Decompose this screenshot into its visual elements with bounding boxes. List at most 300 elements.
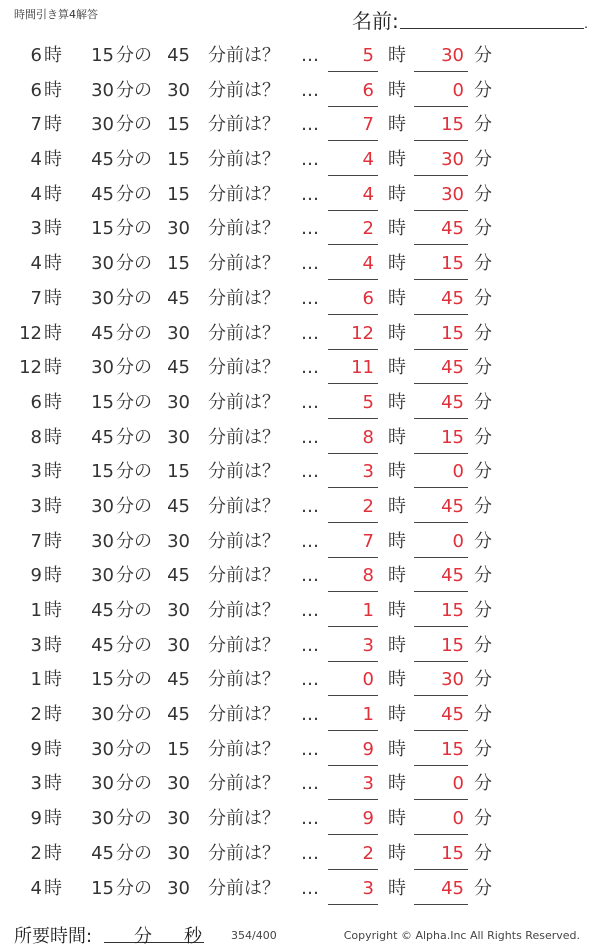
answer-hour: 7: [328, 114, 378, 141]
answer-hour-unit: 時: [388, 842, 406, 864]
hour-unit: 時: [44, 808, 62, 830]
subtract-minutes: 30: [167, 808, 190, 830]
answer-minute: 0: [414, 80, 468, 107]
hour-unit: 時: [44, 149, 62, 171]
answer-minute: 30: [414, 669, 468, 696]
answer-minute: 0: [414, 531, 468, 558]
required-time-minutes-label: 分: [134, 926, 152, 947]
answer-hour-unit: 時: [388, 183, 406, 205]
min-before-label: 分前は？: [208, 877, 280, 899]
required-time-seconds-label: 秒: [184, 926, 202, 947]
answer-hour-unit: 時: [388, 287, 406, 309]
subtract-minutes: 45: [167, 669, 190, 691]
hour-unit: 時: [44, 634, 62, 656]
answer-minute-unit: 分: [474, 114, 492, 136]
answer-minute-unit: 分: [474, 704, 492, 726]
answer-hour: 1: [328, 600, 378, 627]
min-of-label: 分の: [116, 218, 152, 240]
ellipsis: …: [301, 634, 319, 656]
problem-row: [0, 317, 600, 352]
problem-minute: 30: [91, 704, 114, 726]
problem-row: [0, 525, 600, 560]
min-before-label: 分前は？: [208, 183, 280, 205]
problem-hour: 12: [19, 357, 42, 379]
problem-minute: 45: [91, 600, 114, 621]
min-of-label: 分の: [116, 565, 152, 587]
problem-row: [0, 178, 600, 213]
min-of-label: 分の: [116, 79, 152, 101]
problem-minute: 45: [91, 842, 114, 864]
min-before-label: 分前は？: [208, 253, 280, 275]
answer-minute: 0: [414, 773, 468, 800]
problem-row: [0, 108, 600, 143]
min-before-label: 分前は？: [208, 45, 280, 66]
hour-unit: 時: [44, 842, 62, 864]
problem-minute: 15: [91, 877, 114, 899]
ellipsis: …: [301, 45, 319, 66]
subtract-minutes: 30: [167, 842, 190, 864]
answer-hour: 7: [328, 531, 378, 558]
ellipsis: …: [301, 842, 319, 864]
answer-minute: 0: [414, 461, 468, 488]
answer-hour: 5: [328, 392, 378, 419]
answer-hour-unit: 時: [388, 461, 406, 483]
subtract-minutes: 45: [167, 45, 190, 66]
min-of-label: 分の: [116, 287, 152, 309]
answer-minute-unit: 分: [474, 495, 492, 517]
required-time-label: 所要時間:: [14, 926, 93, 947]
problem-row: [0, 629, 600, 664]
problem-hour: 2: [30, 842, 42, 864]
answer-hour: 11: [328, 357, 378, 384]
min-of-label: 分の: [116, 322, 152, 344]
problem-row: [0, 351, 600, 386]
answer-hour-unit: 時: [388, 530, 406, 552]
problem-hour: 3: [30, 495, 42, 517]
problem-hour: 8: [30, 426, 42, 448]
problem-row: [0, 733, 600, 768]
answer-hour-unit: 時: [388, 600, 406, 621]
ellipsis: …: [301, 773, 319, 795]
answer-minute-unit: 分: [474, 426, 492, 448]
problem-hour: 9: [30, 565, 42, 587]
answer-hour: 8: [328, 427, 378, 454]
subtract-minutes: 30: [167, 600, 190, 621]
hour-unit: 時: [44, 704, 62, 726]
answer-minute-unit: 分: [474, 253, 492, 275]
problem-hour: 3: [30, 773, 42, 795]
problem-minute: 15: [91, 45, 114, 66]
answer-minute-unit: 分: [474, 634, 492, 656]
answer-hour-unit: 時: [388, 218, 406, 240]
problem-row: [0, 421, 600, 456]
problem-minute: 30: [91, 565, 114, 587]
answer-hour-unit: 時: [388, 565, 406, 587]
min-of-label: 分の: [116, 357, 152, 379]
answer-minute: 30: [414, 45, 468, 72]
ellipsis: …: [301, 877, 319, 899]
problem-hour: 6: [30, 45, 42, 66]
min-before-label: 分前は？: [208, 79, 280, 101]
answer-hour: 2: [328, 218, 378, 245]
min-of-label: 分の: [116, 842, 152, 864]
answer-minute: 0: [414, 808, 468, 835]
ellipsis: …: [301, 461, 319, 483]
min-before-label: 分前は？: [208, 218, 280, 240]
answer-hour-unit: 時: [388, 253, 406, 275]
hour-unit: 時: [44, 45, 62, 66]
problem-hour: 3: [30, 461, 42, 483]
answer-hour: 3: [328, 773, 378, 800]
problem-row: [0, 872, 600, 907]
answer-hour-unit: 時: [388, 357, 406, 379]
ellipsis: …: [301, 253, 319, 275]
problem-minute: 45: [91, 183, 114, 205]
answer-hour-unit: 時: [388, 114, 406, 136]
problem-row: [0, 74, 600, 109]
problem-row: [0, 837, 600, 872]
min-before-label: 分前は？: [208, 842, 280, 864]
answer-hour-unit: 時: [388, 79, 406, 101]
min-before-label: 分前は？: [208, 669, 280, 691]
ellipsis: …: [301, 495, 319, 517]
subtract-minutes: 45: [167, 287, 190, 309]
problem-row: [0, 594, 600, 629]
problem-hour: 7: [30, 287, 42, 309]
page-title: 時間引き算4解答: [14, 8, 98, 21]
ellipsis: …: [301, 149, 319, 171]
answer-hour: 5: [328, 45, 378, 72]
problem-hour: 7: [30, 530, 42, 552]
problem-row: [0, 386, 600, 421]
min-before-label: 分前は？: [208, 495, 280, 517]
min-before-label: 分前は？: [208, 114, 280, 136]
footer: [0, 918, 600, 948]
answer-hour: 3: [328, 878, 378, 905]
problem-minute: 30: [91, 253, 114, 275]
problem-hour: 6: [30, 391, 42, 413]
name-underline: [400, 28, 584, 29]
answer-minute: 45: [414, 392, 468, 419]
problem-row: [0, 247, 600, 282]
answer-minute-unit: 分: [474, 842, 492, 864]
subtract-minutes: 30: [167, 773, 190, 795]
problem-hour: 9: [30, 808, 42, 830]
answer-minute: 15: [414, 843, 468, 870]
hour-unit: 時: [44, 218, 62, 240]
subtract-minutes: 45: [167, 704, 190, 726]
subtract-minutes: 45: [167, 357, 190, 379]
hour-unit: 時: [44, 738, 62, 760]
answer-minute-unit: 分: [474, 669, 492, 691]
problem-row: [0, 282, 600, 317]
ellipsis: …: [301, 738, 319, 760]
ellipsis: …: [301, 391, 319, 413]
answer-minute: 30: [414, 184, 468, 211]
subtract-minutes: 15: [167, 461, 190, 483]
answer-hour-unit: 時: [388, 808, 406, 830]
name-label: 名前:: [352, 9, 399, 33]
subtract-minutes: 30: [167, 391, 190, 413]
min-before-label: 分前は？: [208, 426, 280, 448]
answer-minute: 30: [414, 149, 468, 176]
answer-hour: 0: [328, 669, 378, 696]
problem-row: [0, 39, 600, 74]
hour-unit: 時: [44, 357, 62, 379]
problem-hour: 4: [30, 183, 42, 205]
problem-minute: 30: [91, 287, 114, 309]
problem-minute: 15: [91, 461, 114, 483]
answer-minute-unit: 分: [474, 322, 492, 344]
answer-hour: 9: [328, 808, 378, 835]
answer-hour: 1: [328, 704, 378, 731]
min-of-label: 分の: [116, 495, 152, 517]
min-before-label: 分前は？: [208, 808, 280, 830]
answer-hour: 9: [328, 739, 378, 766]
answer-hour: 4: [328, 149, 378, 176]
answer-minute-unit: 分: [474, 600, 492, 621]
problem-row: [0, 143, 600, 178]
min-before-label: 分前は？: [208, 391, 280, 413]
problem-minute: 30: [91, 738, 114, 760]
subtract-minutes: 30: [167, 79, 190, 101]
ellipsis: …: [301, 669, 319, 691]
subtract-minutes: 30: [167, 426, 190, 448]
answer-minute: 45: [414, 288, 468, 315]
hour-unit: 時: [44, 773, 62, 795]
problem-minute: 45: [91, 426, 114, 448]
answer-minute-unit: 分: [474, 808, 492, 830]
min-of-label: 分の: [116, 253, 152, 275]
answer-minute: 45: [414, 357, 468, 384]
ellipsis: …: [301, 600, 319, 621]
subtract-minutes: 30: [167, 218, 190, 240]
answer-minute-unit: 分: [474, 45, 492, 66]
ellipsis: …: [301, 79, 319, 101]
min-before-label: 分前は？: [208, 738, 280, 760]
problem-minute: 15: [91, 391, 114, 413]
answer-hour-unit: 時: [388, 322, 406, 344]
problem-hour: 12: [19, 322, 42, 344]
problem-minute: 15: [91, 218, 114, 240]
answer-hour-unit: 時: [388, 773, 406, 795]
answer-hour: 2: [328, 843, 378, 870]
hour-unit: 時: [44, 495, 62, 517]
problem-minute: 15: [91, 669, 114, 691]
name-field[interactable]: [352, 5, 592, 31]
min-of-label: 分の: [116, 808, 152, 830]
problem-hour: 2: [30, 704, 42, 726]
name-end-mark: .: [584, 17, 588, 31]
problem-row: [0, 767, 600, 802]
answer-minute-unit: 分: [474, 773, 492, 795]
problem-minute: 45: [91, 634, 114, 656]
problem-row: [0, 455, 600, 490]
min-before-label: 分前は？: [208, 600, 280, 621]
subtract-minutes: 15: [167, 149, 190, 171]
answer-hour: 4: [328, 184, 378, 211]
answer-hour-unit: 時: [388, 149, 406, 171]
min-before-label: 分前は？: [208, 704, 280, 726]
ellipsis: …: [301, 357, 319, 379]
subtract-minutes: 15: [167, 738, 190, 760]
subtract-minutes: 45: [167, 565, 190, 587]
answer-hour: 6: [328, 80, 378, 107]
subtract-minutes: 30: [167, 634, 190, 656]
subtract-minutes: 30: [167, 530, 190, 552]
answer-minute: 45: [414, 218, 468, 245]
hour-unit: 時: [44, 183, 62, 205]
problem-minute: 30: [91, 773, 114, 795]
answer-hour: 6: [328, 288, 378, 315]
problem-minute: 45: [91, 149, 114, 171]
answer-minute: 45: [414, 496, 468, 523]
min-of-label: 分の: [116, 183, 152, 205]
answer-minute-unit: 分: [474, 357, 492, 379]
answer-minute: 15: [414, 323, 468, 350]
problem-minute: 45: [91, 322, 114, 344]
ellipsis: …: [301, 530, 319, 552]
answer-hour-unit: 時: [388, 669, 406, 691]
problem-hour: 3: [30, 218, 42, 240]
ellipsis: …: [301, 287, 319, 309]
problem-list: [0, 39, 600, 906]
hour-unit: 時: [44, 461, 62, 483]
answer-hour-unit: 時: [388, 45, 406, 66]
hour-unit: 時: [44, 391, 62, 413]
min-of-label: 分の: [116, 530, 152, 552]
answer-hour-unit: 時: [388, 738, 406, 760]
ellipsis: …: [301, 114, 319, 136]
min-before-label: 分前は？: [208, 530, 280, 552]
problem-hour: 1: [30, 669, 42, 691]
answer-minute: 15: [414, 739, 468, 766]
problem-hour: 4: [30, 877, 42, 899]
answer-minute: 45: [414, 878, 468, 905]
min-before-label: 分前は？: [208, 461, 280, 483]
min-of-label: 分の: [116, 600, 152, 621]
min-of-label: 分の: [116, 391, 152, 413]
answer-minute: 15: [414, 635, 468, 662]
subtract-minutes: 30: [167, 877, 190, 899]
problem-row: [0, 490, 600, 525]
min-before-label: 分前は？: [208, 287, 280, 309]
ellipsis: …: [301, 426, 319, 448]
hour-unit: 時: [44, 426, 62, 448]
hour-unit: 時: [44, 877, 62, 899]
answer-minute-unit: 分: [474, 391, 492, 413]
subtract-minutes: 45: [167, 495, 190, 517]
answer-hour-unit: 時: [388, 426, 406, 448]
problem-row: [0, 698, 600, 733]
min-of-label: 分の: [116, 704, 152, 726]
page-number: 354/400: [231, 929, 277, 942]
answer-minute: 15: [414, 427, 468, 454]
min-of-label: 分の: [116, 738, 152, 760]
min-of-label: 分の: [116, 461, 152, 483]
problem-minute: 30: [91, 114, 114, 136]
min-before-label: 分前は？: [208, 773, 280, 795]
answer-minute-unit: 分: [474, 149, 492, 171]
problem-hour: 9: [30, 738, 42, 760]
answer-hour-unit: 時: [388, 877, 406, 899]
min-of-label: 分の: [116, 45, 152, 66]
hour-unit: 時: [44, 114, 62, 136]
problem-row: [0, 802, 600, 837]
hour-unit: 時: [44, 669, 62, 691]
problem-minute: 30: [91, 357, 114, 379]
hour-unit: 時: [44, 600, 62, 621]
min-of-label: 分の: [116, 426, 152, 448]
min-of-label: 分の: [116, 877, 152, 899]
subtract-minutes: 15: [167, 114, 190, 136]
problem-hour: 6: [30, 79, 42, 101]
ellipsis: …: [301, 565, 319, 587]
answer-hour: 3: [328, 635, 378, 662]
min-before-label: 分前は？: [208, 322, 280, 344]
problem-hour: 4: [30, 149, 42, 171]
problem-row: [0, 663, 600, 698]
hour-unit: 時: [44, 565, 62, 587]
answer-hour-unit: 時: [388, 634, 406, 656]
answer-minute: 15: [414, 600, 468, 627]
problem-hour: 4: [30, 253, 42, 275]
answer-minute-unit: 分: [474, 877, 492, 899]
answer-minute-unit: 分: [474, 738, 492, 760]
answer-minute: 15: [414, 253, 468, 280]
problem-row: [0, 212, 600, 247]
min-of-label: 分の: [116, 114, 152, 136]
answer-minute-unit: 分: [474, 79, 492, 101]
problem-row: [0, 559, 600, 594]
answer-minute-unit: 分: [474, 565, 492, 587]
answer-hour: 4: [328, 253, 378, 280]
problem-hour: 3: [30, 634, 42, 656]
min-before-label: 分前は？: [208, 634, 280, 656]
subtract-minutes: 30: [167, 322, 190, 344]
min-before-label: 分前は？: [208, 149, 280, 171]
answer-hour-unit: 時: [388, 391, 406, 413]
copyright-text: Copyright © Alpha.Inc All Rights Reserved.: [343, 929, 580, 942]
ellipsis: …: [301, 322, 319, 344]
answer-minute: 45: [414, 565, 468, 592]
hour-unit: 時: [44, 287, 62, 309]
answer-hour-unit: 時: [388, 495, 406, 517]
ellipsis: …: [301, 704, 319, 726]
problem-minute: 30: [91, 79, 114, 101]
hour-unit: 時: [44, 79, 62, 101]
min-before-label: 分前は？: [208, 565, 280, 587]
hour-unit: 時: [44, 253, 62, 275]
problem-minute: 30: [91, 495, 114, 517]
answer-hour: 12: [328, 323, 378, 350]
ellipsis: …: [301, 808, 319, 830]
answer-minute-unit: 分: [474, 530, 492, 552]
min-before-label: 分前は？: [208, 357, 280, 379]
problem-minute: 30: [91, 808, 114, 830]
answer-minute-unit: 分: [474, 183, 492, 205]
min-of-label: 分の: [116, 634, 152, 656]
answer-minute: 45: [414, 704, 468, 731]
answer-hour-unit: 時: [388, 704, 406, 726]
ellipsis: …: [301, 218, 319, 240]
problem-hour: 1: [30, 600, 42, 621]
answer-minute-unit: 分: [474, 287, 492, 309]
answer-minute-unit: 分: [474, 218, 492, 240]
answer-hour: 3: [328, 461, 378, 488]
answer-minute-unit: 分: [474, 461, 492, 483]
min-of-label: 分の: [116, 773, 152, 795]
